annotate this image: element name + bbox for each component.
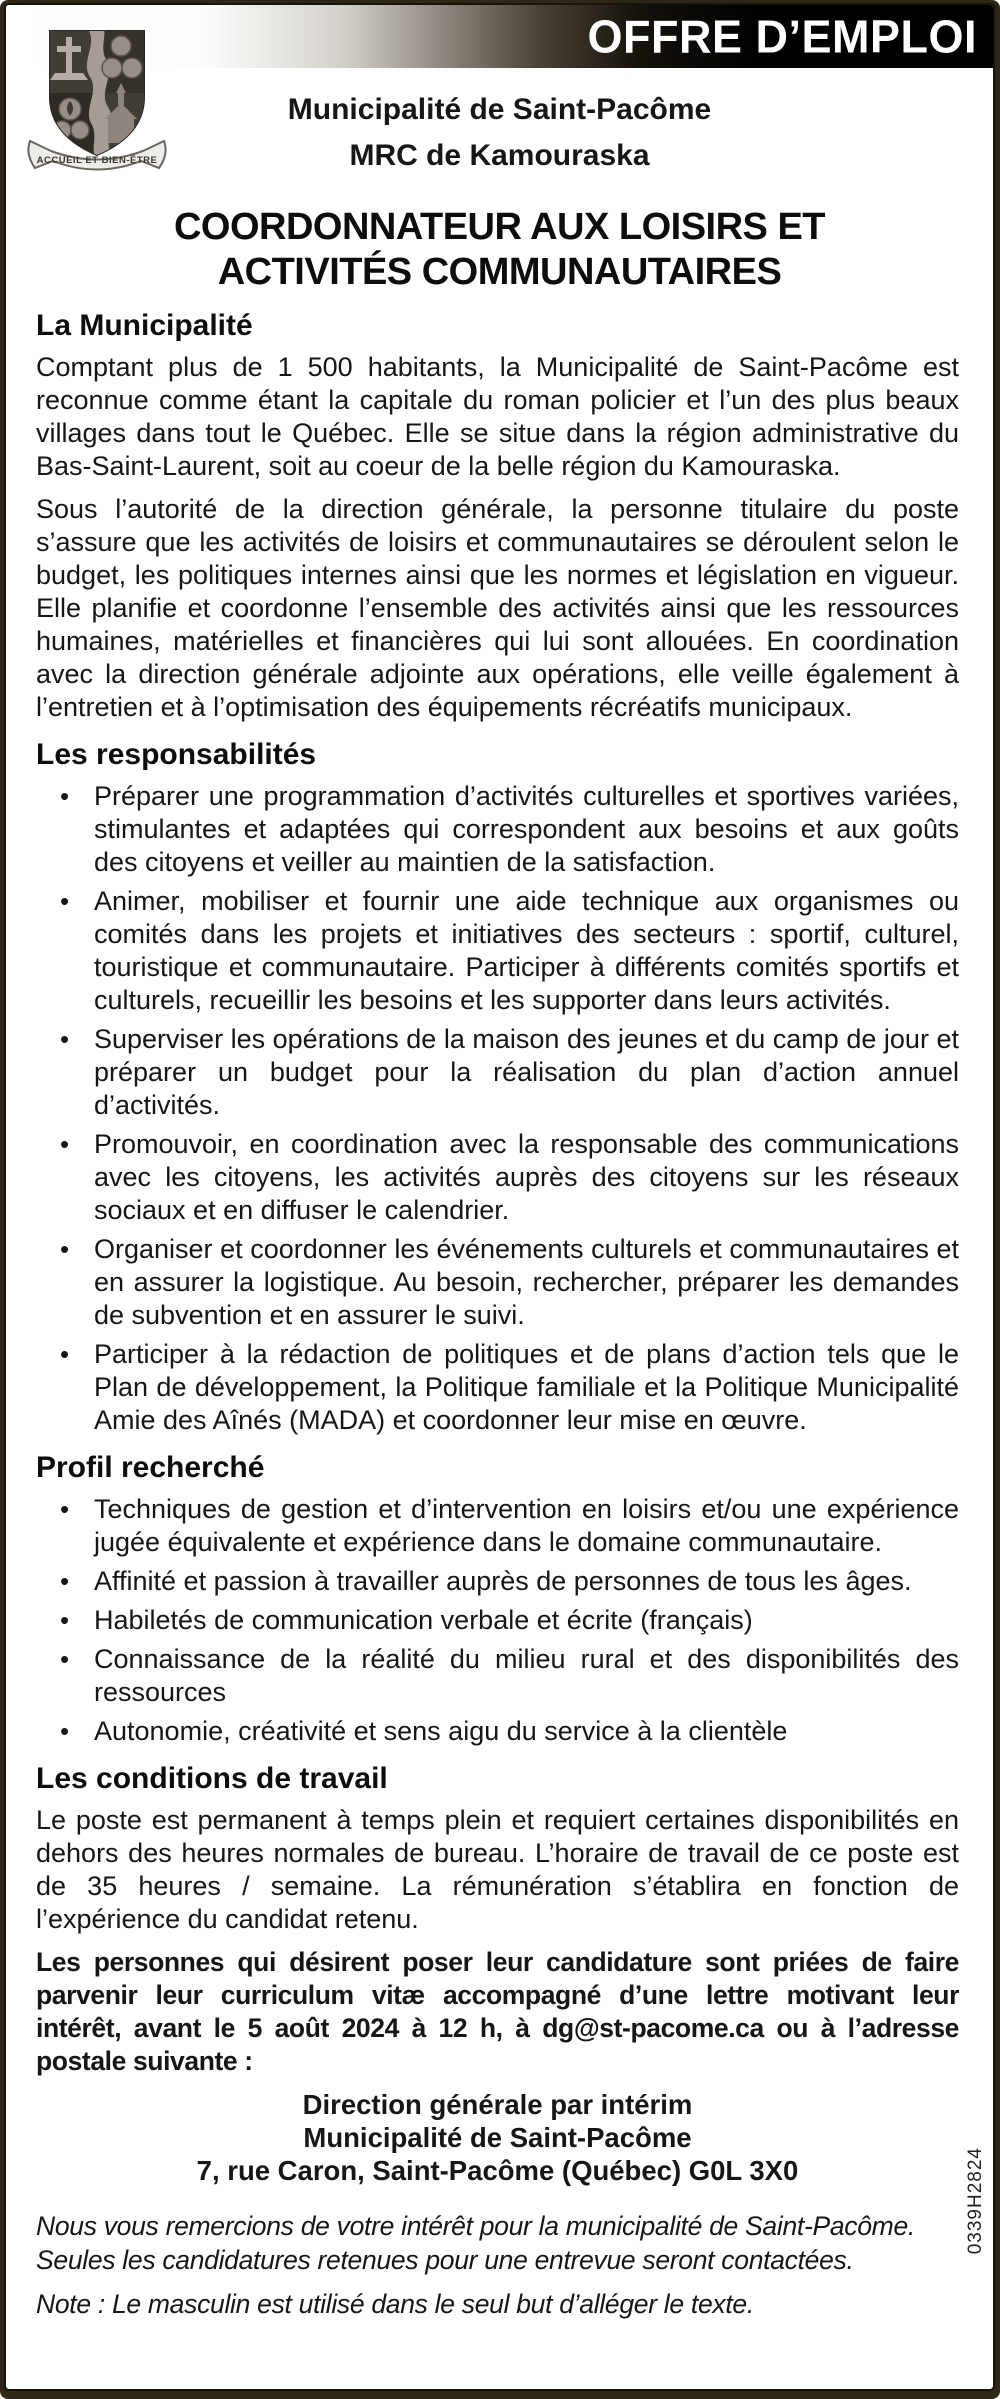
responsibilities-list bbox=[36, 780, 959, 1437]
section-heading-conditions: Les conditions de travail bbox=[36, 1762, 388, 1795]
address-street: 7, rue Caron, Saint-Pacôme (Québec) G0L 3X0 bbox=[196, 2155, 799, 2186]
list-item-text: Préparer une programmation d’activités culturelles et sportives variées, stimulantes et adaptées qui correspondent aux besoins et aux goûts des citoyens et veiller au maintien de la satisfaction. bbox=[94, 781, 959, 877]
address-organisation: Municipalité de Saint-Pacôme bbox=[303, 2122, 692, 2153]
bullet-icon: • bbox=[60, 1339, 70, 1369]
application-instructions: Les personnes qui désirent poser leur candidature sont priées de faire parvenir leur curriculum vitæ accompagné d’une lettre motivant leur intérêt, avant le 5 août 2024 à 12 h, à dg@st-pacome.ca ou à l’adresse postale suivante : bbox=[36, 1947, 959, 2076]
list-item bbox=[36, 1233, 959, 1332]
list-item bbox=[36, 780, 959, 879]
list-item-text: Promouvoir, en coordination avec la responsable des communications avec les citoyens, les activités auprès des citoyens sur les réseaux sociaux et en diffuser le calendrier. bbox=[94, 1129, 959, 1225]
list-item-text: Habiletés de communication verbale et écrite (français) bbox=[94, 1605, 753, 1635]
profile-list bbox=[36, 1493, 959, 1748]
list-item bbox=[36, 1715, 959, 1748]
banner-title: OFFRE D’EMPLOI bbox=[587, 10, 977, 63]
list-item-text: Connaissance de la réalité du milieu rural et des disponibilités des ressources bbox=[94, 1644, 959, 1707]
bullet-icon: • bbox=[60, 1129, 70, 1159]
bullet-icon: • bbox=[60, 886, 70, 916]
job-title-line2: ACTIVITÉS COMMUNAUTAIRES bbox=[217, 251, 782, 293]
list-item bbox=[36, 1128, 959, 1227]
bullet-icon: • bbox=[60, 1024, 70, 1054]
bullet-icon: • bbox=[60, 1234, 70, 1264]
list-item bbox=[36, 1023, 959, 1122]
bullet-icon: • bbox=[60, 1716, 70, 1746]
list-item-text: Superviser les opérations de la maison des jeunes et du camp de jour et préparer un budget pour la réalisation du plan d’action annuel d’activités. bbox=[94, 1024, 959, 1120]
list-item-text: Techniques de gestion et d’intervention en loisirs et/ou une expérience jugée équivalente et expérience dans le domaine communautaire. bbox=[94, 1494, 959, 1557]
list-item bbox=[36, 1493, 959, 1559]
coat-of-arms-icon bbox=[22, 25, 172, 175]
shield-icon bbox=[50, 29, 144, 159]
job-title bbox=[6, 205, 993, 295]
gender-note: Note : Le masculin est utilisé dans le seul but d’alléger le texte. bbox=[36, 2289, 754, 2319]
list-item bbox=[36, 1643, 959, 1709]
ad-body bbox=[6, 309, 993, 2321]
bullet-icon: • bbox=[60, 1494, 70, 1524]
thanks-note: Nous vous remercions de votre intérêt pour la municipalité de Saint-Pacôme. Seules les candidatures retenues pour une entrevue seront contactées. bbox=[36, 2211, 915, 2275]
list-item-text: Autonomie, créativité et sens aigu du service à la clientèle bbox=[94, 1716, 788, 1746]
org-name: Municipalité de Saint-Pacôme bbox=[287, 93, 712, 126]
section-heading-responsibilities: Les responsabilités bbox=[36, 738, 317, 771]
org-region: MRC de Kamouraska bbox=[349, 139, 650, 172]
job-ad-page bbox=[4, 3, 995, 2391]
list-item-text: Organiser et coordonner les événements culturels et communautaires et en assurer la logistique. Au besoin, rechercher, préparer les demandes de subvention et en assurer le suivi. bbox=[94, 1234, 959, 1330]
bullet-icon: • bbox=[60, 781, 70, 811]
list-item bbox=[36, 1565, 959, 1598]
municipality-paragraph-1: Comptant plus de 1 500 habitants, la Municipalité de Saint-Pacôme est reconnue comme étant la capitale du roman policier et l’un des plus beaux villages dans tout le Québec. Elle se situe dans la région administrative du Bas-Saint-Laurent, soit au coeur de la belle région du Kamouraska. bbox=[36, 352, 959, 481]
list-item-text: Participer à la rédaction de politiques et de plans d’action tels que le Plan de développement, la Politique familiale et la Politique Municipalité Amie des Aînés (MADA) et coordonner leur mise en œuvre. bbox=[94, 1339, 959, 1435]
list-item-text: Affinité et passion à travailler auprès de personnes de tous les âges. bbox=[94, 1566, 912, 1596]
section-heading-profile: Profil recherché bbox=[36, 1451, 265, 1484]
municipal-coat-of-arms bbox=[22, 25, 172, 175]
conditions-paragraph: Le poste est permanent à temps plein et requiert certaines disponibilités en dehors des heures normales de bureau. L’horaire de travail de ce poste est de 35 heures / semaine. La rémunération s’établira en fonction de l’expérience du candidat retenu. bbox=[36, 1805, 959, 1934]
bullet-icon: • bbox=[60, 1566, 70, 1596]
job-title-line1: COORDONNATEUR AUX LOISIRS ET bbox=[173, 206, 826, 248]
list-item bbox=[36, 1604, 959, 1637]
list-item bbox=[36, 1338, 959, 1437]
postal-address-block bbox=[36, 2088, 959, 2187]
address-recipient: Direction générale par intérim bbox=[302, 2089, 693, 2120]
list-item bbox=[36, 885, 959, 1017]
motto-text: ACCUEIL ET BIEN-ÊTRE bbox=[36, 155, 158, 166]
bullet-icon: • bbox=[60, 1605, 70, 1635]
bullet-icon: • bbox=[60, 1644, 70, 1674]
list-item-text: Animer, mobiliser et fournir une aide technique aux organismes ou comités dans les projets et initiatives des secteurs : sportif, culturel, touristique et communautaire. Participer à différents comités sportifs et culturels, recueillir les besoins et les supporter dans leurs activités. bbox=[94, 886, 959, 1015]
ad-reference-number: 0339H2824 bbox=[965, 2147, 986, 2255]
section-heading-municipality: La Municipalité bbox=[36, 309, 253, 342]
municipality-paragraph-2: Sous l’autorité de la direction générale, la personne titulaire du poste s’assure que les activités de loisirs et communautaires se déroulent selon le budget, les politiques internes ainsi que les normes et législation en vigueur. Elle planifie et coordonne l’ensemble des activités ainsi que les ressources humaines, matérielles et financières qui lui sont allouées. En coordination avec la direction générale adjointe aux opérations, elle veille également à l’entretien et à l’optimisation des équipements récréatifs municipaux. bbox=[36, 494, 959, 722]
